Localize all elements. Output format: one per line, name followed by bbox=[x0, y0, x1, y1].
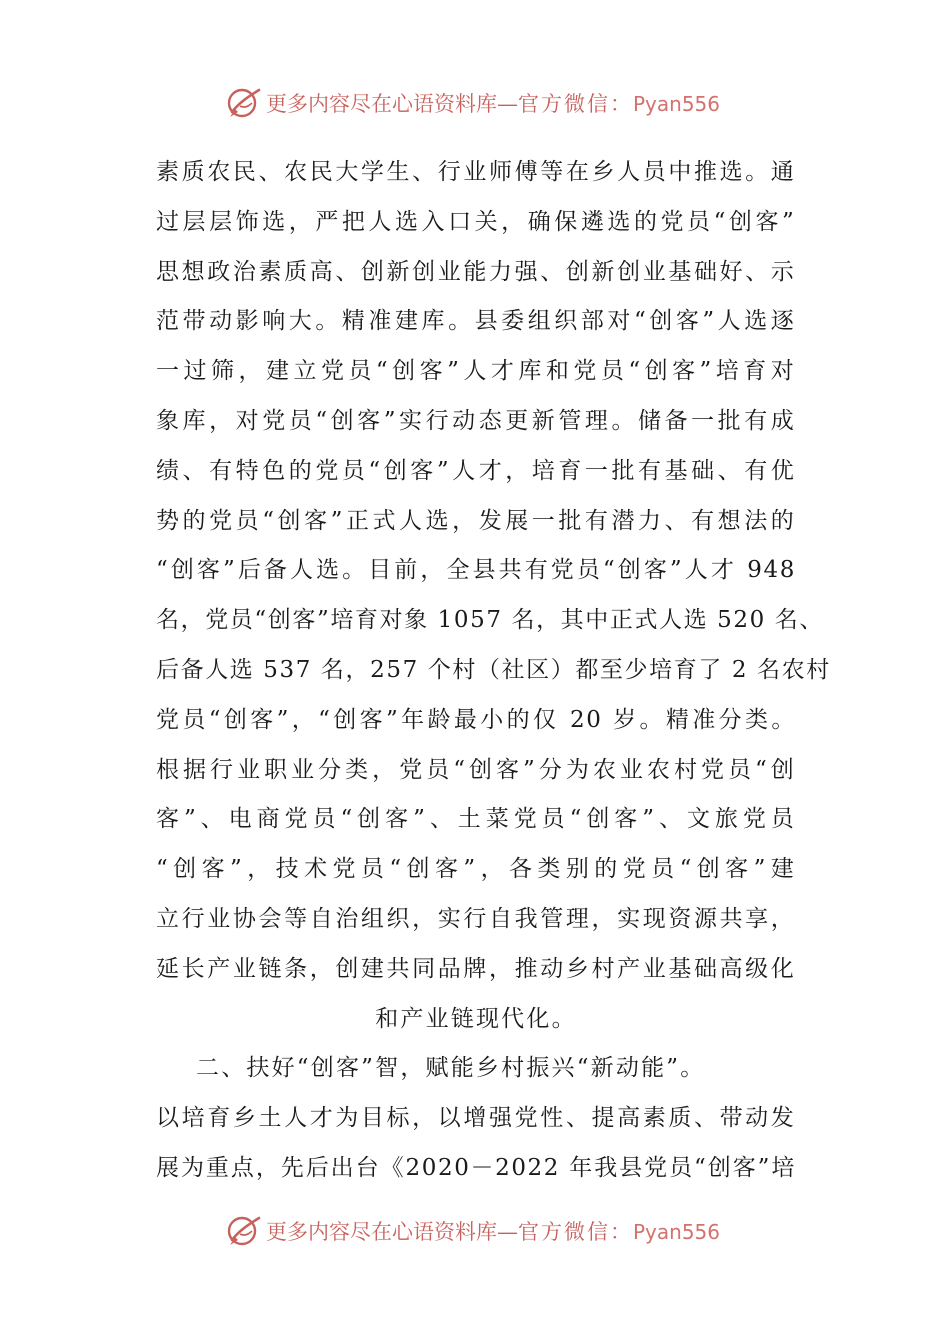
body-line: “创客”后备人选。目前，全县共有党员“创客”人才 948 bbox=[156, 557, 796, 584]
banner-wechat-id: Pyan556 bbox=[633, 92, 721, 116]
body-line-centered: 和产业链现代化。 bbox=[375, 1005, 577, 1032]
body-line: 后备人选 537 名，257 个村（社区）都至少培育了 2 名农村 bbox=[156, 656, 831, 683]
banner-text bbox=[266, 1216, 720, 1246]
body-line: 延长产业链条，创建共同品牌，推动乡村产业基础高级化 bbox=[156, 955, 796, 982]
body-line: 象库，对党员“创客”实行动态更新管理。储备一批有成 bbox=[156, 407, 796, 434]
document-body bbox=[156, 148, 831, 1194]
banner-separator: — bbox=[497, 92, 518, 116]
banner-separator: — bbox=[497, 1220, 518, 1244]
body-line: 以培育乡土人才为目标，以增强党性、提高素质、带动发 bbox=[156, 1105, 796, 1132]
banner-site: 更多内容尽在心语资料库 bbox=[266, 1220, 497, 1244]
header-banner bbox=[226, 84, 746, 122]
body-line: “创客”，技术党员“创客”，各类别的党员“创客”建 bbox=[156, 856, 796, 883]
body-line: 展为重点，先后出台《2020－2022 年我县党员“创客”培 bbox=[156, 1154, 796, 1181]
body-line: 绩、有特色的党员“创客”人才，培育一批有基础、有优 bbox=[156, 457, 796, 484]
footer-banner bbox=[226, 1212, 746, 1250]
banner-wechat-id: Pyan556 bbox=[633, 1220, 721, 1244]
section-heading: 二、扶好“创客”智，赋能乡村振兴“新动能”。 bbox=[196, 1055, 706, 1082]
banner-site: 更多内容尽在心语资料库 bbox=[266, 92, 497, 116]
body-line: 势的党员“创客”正式人选，发展一批有潜力、有想法的 bbox=[156, 507, 796, 534]
body-line: 素质农民、农民大学生、行业师傅等在乡人员中推选。通 bbox=[156, 159, 796, 185]
pen-logo-icon bbox=[226, 1214, 262, 1248]
body-line: 党员“创客”，“创客”年龄最小的仅 20 岁。精准分类。 bbox=[156, 706, 796, 733]
body-line: 根据行业职业分类，党员“创客”分为农业农村党员“创 bbox=[156, 756, 796, 783]
pen-logo-icon bbox=[226, 86, 262, 120]
body-line: 思想政治素质高、创新创业能力强、创新创业基础好、示 bbox=[156, 258, 796, 285]
body-line: 立行业协会等自治组织，实行自我管理，实现资源共享， bbox=[156, 905, 796, 932]
banner-text bbox=[266, 88, 720, 118]
body-line: 客”、电商党员“创客”、土菜党员“创客”、文旅党员 bbox=[156, 806, 796, 833]
body-line: 名，党员“创客”培育对象 1057 名，其中正式人选 520 名、 bbox=[156, 607, 824, 634]
banner-wechat-label: 官方微信： bbox=[518, 1220, 633, 1244]
body-line: 范带动影响大。精准建库。县委组织部对“创客”人选逐 bbox=[156, 308, 796, 335]
body-line: 一过筛，建立党员“创客”人才库和党员“创客”培育对 bbox=[156, 358, 796, 385]
body-line: 过层层饰选，严把人选入口关，确保遴选的党员“创客” bbox=[156, 208, 796, 235]
banner-wechat-label: 官方微信： bbox=[518, 92, 633, 116]
